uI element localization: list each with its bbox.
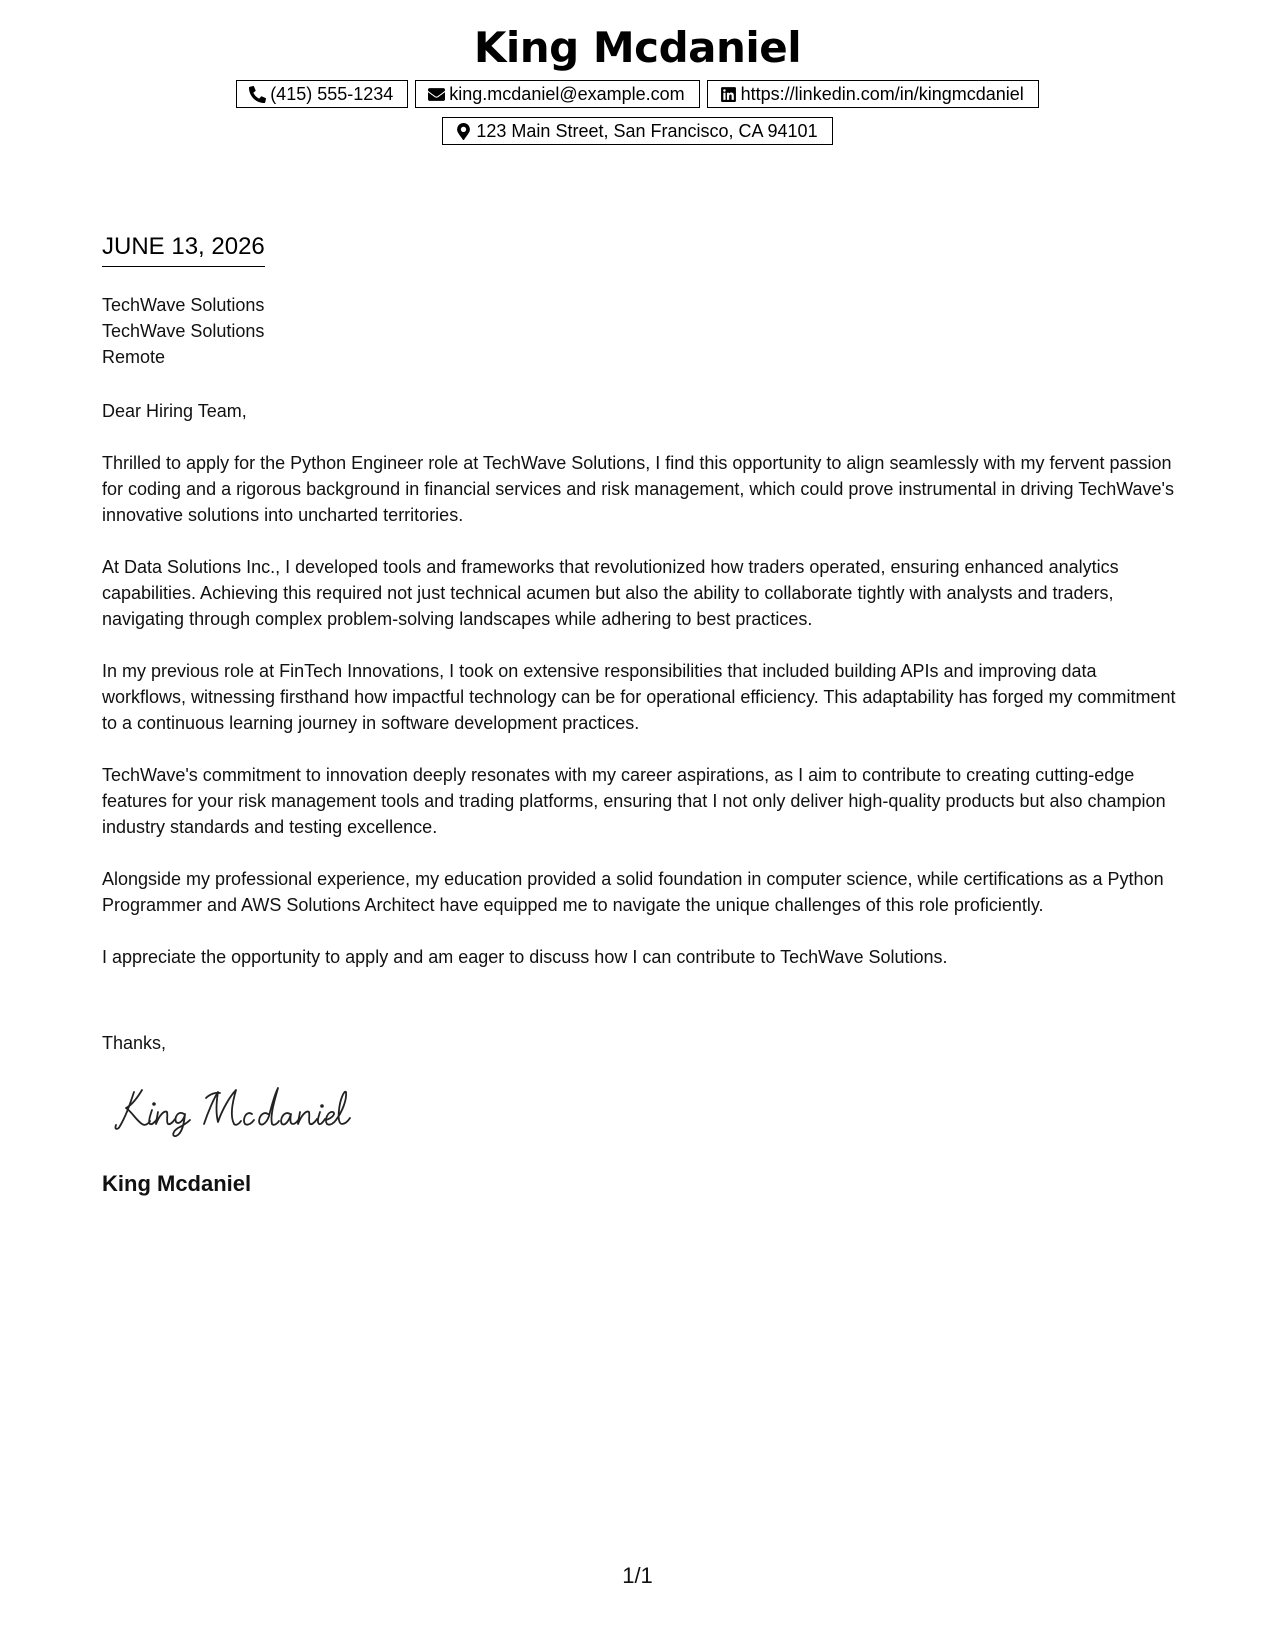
body-paragraph: Alongside my professional experience, my education provided a solid foundation in computer science, while certifications as a Python Programmer and AWS Solutions Architect have equipped me to navigate the unique challenges of this role proficiently. <box>102 869 1164 915</box>
address-contact[interactable] <box>442 117 832 145</box>
recipient-block <box>102 292 264 370</box>
linkedin-icon <box>720 86 737 103</box>
salutation: Dear Hiring Team, <box>102 401 247 421</box>
location-pin-icon <box>455 123 472 140</box>
body-paragraph: TechWave's commitment to innovation deeply resonates with my career aspirations, as I aim to contribute to creating cutting-edge features for your risk management tools and trading platforms, ensuring that I not only deliver high-quality products but also champion industry standards and testing excellence. <box>102 765 1166 837</box>
recipient-company: TechWave Solutions <box>102 295 265 315</box>
body-paragraph: In my previous role at FinTech Innovations, I took on extensive responsibilities that included building APIs and improving data workflows, witnessing firsthand how impactful technology can be for operational efficiency. This adaptability has forged my commitment to a continuous learning journey in software development practices. <box>102 661 1176 733</box>
closing-text: Thanks, <box>102 1033 167 1053</box>
page-number: 1/1 <box>622 1563 653 1588</box>
recipient-department: TechWave Solutions <box>102 321 265 341</box>
handwritten-signature <box>112 1078 352 1138</box>
email-text: king.mcdaniel@example.com <box>449 83 685 104</box>
letter-date: JUNE 13, 2026 <box>102 232 265 267</box>
phone-text: (415) 555-1234 <box>270 83 394 104</box>
email-contact[interactable] <box>415 80 699 108</box>
phone-contact[interactable] <box>236 80 408 108</box>
body-paragraph: I appreciate the opportunity to apply and am eager to discuss how I can contribute to TechWave Solutions. <box>102 947 948 967</box>
linkedin-text: https://linkedin.com/in/kingmcdaniel <box>740 83 1024 104</box>
contact-row <box>0 80 1275 108</box>
phone-icon <box>249 86 266 103</box>
address-row <box>0 117 1275 145</box>
recipient-location: Remote <box>102 347 166 367</box>
applicant-name-heading: King Mcdaniel <box>473 23 802 72</box>
linkedin-contact[interactable] <box>707 80 1039 108</box>
body-paragraph: At Data Solutions Inc., I developed tools and frameworks that revolutionized how traders operated, ensuring enhanced analytics capabilities. Achieving this required not just technical acumen but also the ability to collaborate tightly with analysts and traders, navigating through complex problem-solving landscapes while adhering to best practices. <box>102 557 1119 629</box>
body-paragraph: Thrilled to apply for the Python Engineer role at TechWave Solutions, I find this opportunity to align seamlessly with my fervent passion for coding and a rigorous background in financial services and risk management, which could prove instrumental in driving TechWave's innovative solutions into uncharted territories. <box>102 453 1174 525</box>
signer-name: King Mcdaniel <box>102 1171 252 1196</box>
envelope-icon <box>428 86 445 103</box>
letter-body <box>102 398 1182 996</box>
address-text: 123 Main Street, San Francisco, CA 94101 <box>476 120 818 141</box>
